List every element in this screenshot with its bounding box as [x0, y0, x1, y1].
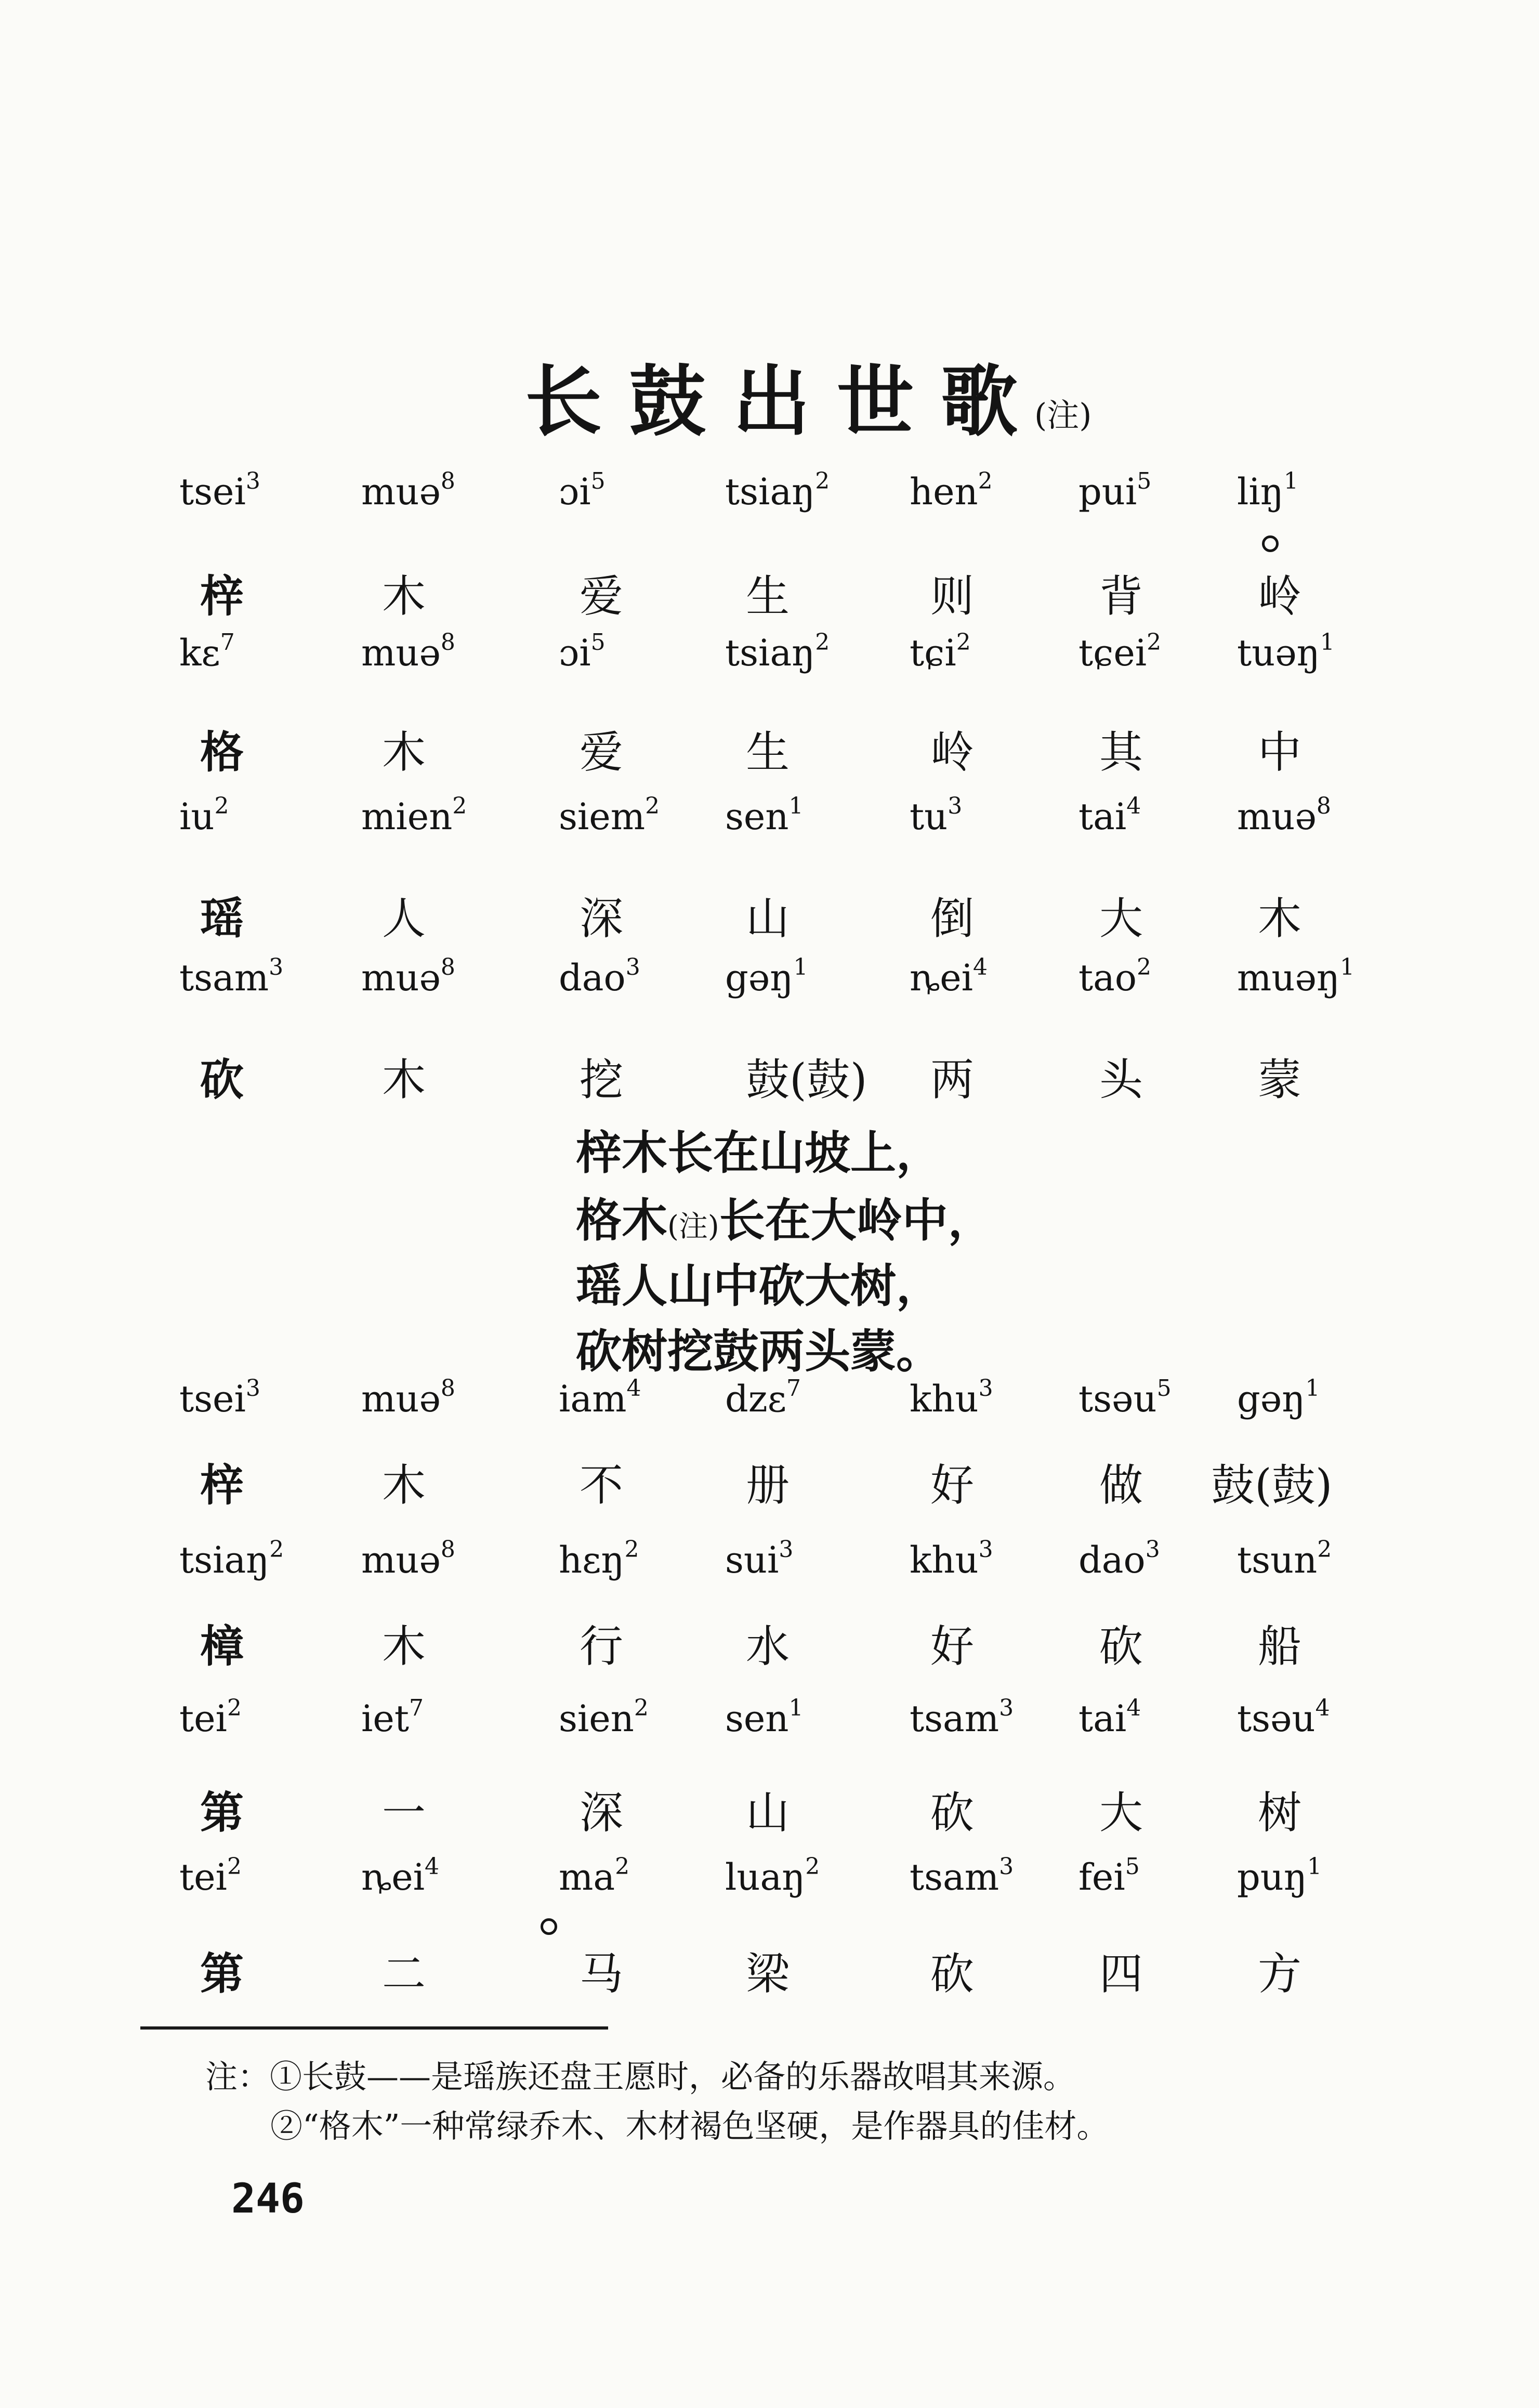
syllable: tsiaŋ [725, 470, 815, 513]
romanized-word [910, 792, 963, 838]
romanized-word [361, 1853, 440, 1899]
syllable: iam [559, 1378, 627, 1420]
hanzi-gloss: 梓 [200, 1459, 244, 1511]
syllable: khu [910, 1539, 979, 1581]
tone-number: 4 [626, 1375, 641, 1402]
syllable: tɕei [1078, 632, 1147, 674]
romanized-word [910, 953, 988, 999]
hanzi-gloss: 不 [580, 1460, 624, 1511]
hanzi-gloss: 木 [382, 1460, 426, 1511]
hanzi-gloss: 倒 [930, 893, 975, 944]
tone-number: 2 [452, 792, 467, 819]
tone-number: 2 [1137, 953, 1152, 980]
footnote-2: ②“格木”一种常绿乔木、木材褐色坚硬，是作器具的佳材。 [270, 2107, 1109, 2145]
syllable: sen [725, 795, 789, 838]
tone-number: 2 [645, 792, 660, 819]
tone-number: 5 [1137, 467, 1152, 494]
tone-number: 8 [440, 467, 455, 494]
syllable: dao [1078, 1539, 1146, 1581]
romanized-word [1078, 1853, 1140, 1899]
translation-line-2-b: 长在大岭中， [719, 1193, 994, 1247]
hanzi-gloss: 水 [746, 1621, 790, 1672]
syllable: hɛŋ [559, 1539, 625, 1581]
romanized-word [179, 1375, 260, 1420]
hanzi-gloss: 木 [382, 571, 426, 622]
hanzi-gloss: 头 [1099, 1054, 1143, 1105]
hanzi-gloss: 砍 [930, 1787, 975, 1838]
romanized-word [361, 1536, 455, 1581]
tone-number: 7 [409, 1694, 424, 1721]
tone-number: 3 [625, 953, 640, 980]
tone-number: 5 [1156, 1375, 1172, 1402]
hanzi-gloss: 背 [1099, 571, 1143, 622]
romanized-word [1078, 467, 1152, 513]
tone-number: 5 [590, 629, 606, 656]
romanized-word [1237, 467, 1298, 513]
romanized-word [179, 629, 235, 674]
hanzi-gloss: 人 [382, 893, 426, 944]
syllable: tei [179, 1856, 227, 1899]
tone-number: 7 [786, 1375, 801, 1402]
romanized-word [1237, 629, 1335, 674]
tone-number: 2 [227, 1694, 242, 1721]
romanized-word [1078, 1375, 1172, 1420]
romanized-word [361, 792, 467, 838]
hanzi-gloss: 岭 [930, 727, 975, 778]
syllable: gəŋ [725, 957, 794, 999]
hanzi-gloss: 深 [580, 893, 624, 944]
romanized-word [725, 467, 830, 513]
syllable: sen [725, 1697, 789, 1740]
hanzi-gloss: 爱 [580, 727, 624, 778]
romanized-word [179, 792, 229, 838]
hanzi-gloss: 蒙 [1258, 1054, 1302, 1105]
romanized-word [559, 467, 606, 513]
syllable: muə [361, 470, 441, 513]
tone-number: 4 [425, 1853, 440, 1880]
hanzi-gloss: 册 [746, 1460, 790, 1511]
romanized-word [1078, 1536, 1160, 1581]
syllable: iu [179, 795, 215, 838]
hanzi-gloss: 樟 [200, 1620, 244, 1672]
hanzi-gloss: 两 [930, 1054, 975, 1105]
syllable: gəŋ [1237, 1378, 1306, 1420]
tone-number: 3 [1145, 1536, 1160, 1563]
syllable: hen [910, 470, 978, 513]
romanized-word [1078, 953, 1152, 999]
tone-number: 5 [1125, 1853, 1140, 1880]
syllable: tsei [179, 470, 246, 513]
syllable: ȵei [910, 957, 974, 999]
syllable: tsiaŋ [179, 1539, 270, 1581]
syllable: sien [559, 1697, 634, 1740]
translation-line-2-a: 格木 [576, 1193, 668, 1247]
hanzi-gloss: 木 [382, 1621, 426, 1672]
hanzi-gloss: 鼓(鼓) [746, 1054, 867, 1105]
romanized-word [559, 1853, 630, 1899]
romanized-word [559, 953, 640, 999]
translation-line-2 [576, 1184, 994, 1250]
hanzi-gloss: 马 [580, 1948, 624, 1999]
tone-number: 1 [1283, 467, 1298, 494]
romanized-word [725, 792, 804, 838]
hanzi-gloss: 爱 [580, 571, 624, 622]
hanzi-gloss: 山 [746, 893, 790, 944]
tone-number: 8 [1316, 792, 1331, 819]
syllable: tsiaŋ [725, 632, 815, 674]
hanzi-gloss: 砍 [200, 1054, 244, 1105]
romanized-word [910, 1536, 993, 1581]
tone-number: 4 [1126, 792, 1141, 819]
romanized-word [1237, 953, 1354, 999]
syllable: tsam [910, 1856, 999, 1899]
romanized-word [910, 467, 993, 513]
tone-number: 2 [815, 629, 830, 656]
syllable: tsun [1237, 1539, 1318, 1581]
hanzi-gloss: 山 [746, 1787, 790, 1838]
syllable: muə [361, 1378, 441, 1420]
tone-number: 2 [805, 1853, 820, 1880]
tone-number: 8 [440, 629, 455, 656]
romanized-word [559, 629, 606, 674]
hanzi-gloss: 鼓(鼓) [1211, 1460, 1333, 1511]
title-note-marker: (注) [1034, 396, 1092, 434]
romanized-word [179, 467, 260, 513]
tone-number: 3 [999, 1694, 1014, 1721]
syllable: kɛ [179, 632, 220, 674]
syllable: muə [1237, 795, 1317, 838]
hanzi-gloss: 深 [580, 1787, 624, 1838]
romanized-word [179, 953, 284, 999]
hanzi-gloss: 瑶 [200, 893, 244, 944]
syllable: tsəu [1237, 1697, 1316, 1740]
tone-number: 1 [793, 953, 808, 980]
tone-number: 3 [245, 1375, 260, 1402]
syllable: luaŋ [725, 1856, 806, 1899]
romanized-word [559, 1536, 639, 1581]
romanized-word [559, 1694, 649, 1740]
tone-number: 5 [590, 467, 606, 494]
syllable: ɔi [559, 470, 591, 513]
tone-number: 1 [1339, 953, 1354, 980]
tone-number: 3 [245, 467, 260, 494]
romanized-word [910, 1853, 1014, 1899]
syllable: sui [725, 1539, 779, 1581]
hanzi-gloss: 格 [200, 726, 244, 778]
tone-number: 7 [220, 629, 235, 656]
romanized-word [1078, 1694, 1141, 1740]
syllable: tuəŋ [1237, 632, 1320, 674]
romanized-word [179, 1853, 242, 1899]
tone-number: 3 [999, 1853, 1014, 1880]
syllable: tu [910, 795, 948, 838]
syllable: tei [179, 1697, 227, 1740]
romanized-word [725, 629, 830, 674]
tone-number: 2 [615, 1853, 630, 1880]
romanized-word [1078, 629, 1162, 674]
syllable: tɕi [910, 632, 956, 674]
syllable: liŋ [1237, 470, 1284, 513]
syllable: muə [361, 957, 441, 999]
romanized-word [1078, 792, 1141, 838]
syllable: khu [910, 1378, 979, 1420]
footnote-1 [205, 2051, 1075, 2097]
poem-title-text: 长鼓出世歌 [525, 356, 1045, 447]
tone-number: 3 [978, 1536, 993, 1563]
romanized-word [725, 953, 808, 999]
syllable: ȵei [361, 1856, 425, 1899]
translation-note-marker: (注) [667, 1210, 719, 1244]
romanized-word [1237, 1375, 1320, 1420]
syllable: tsam [910, 1697, 999, 1740]
tone-number: 8 [440, 1375, 455, 1402]
translation-line-1: 梓木长在山坡上， [576, 1126, 942, 1180]
syllable: ɔi [559, 632, 591, 674]
syllable: dao [559, 957, 626, 999]
syllable: tsəu [1078, 1378, 1157, 1420]
tone-number: 4 [973, 953, 988, 980]
tone-number: 2 [634, 1694, 649, 1721]
tone-number: 2 [269, 1536, 284, 1563]
tone-number: 2 [214, 792, 229, 819]
hanzi-gloss: 木 [382, 1054, 426, 1105]
hanzi-gloss: 大 [1099, 1787, 1143, 1838]
syllable: dzɛ [725, 1378, 786, 1420]
tone-number: 1 [1320, 629, 1335, 656]
tone-number: 4 [1315, 1694, 1330, 1721]
footnote-rule [140, 2026, 608, 2030]
hanzi-gloss: 二 [382, 1948, 426, 1999]
romanized-word [559, 792, 660, 838]
hanzi-gloss: 好 [930, 1621, 975, 1672]
hanzi-gloss: 木 [382, 727, 426, 778]
syllable: puŋ [1237, 1856, 1307, 1899]
hanzi-gloss: 梓 [200, 570, 244, 622]
hanzi-gloss: 方 [1258, 1948, 1302, 1999]
romanized-word [361, 1375, 455, 1420]
hanzi-gloss: 树 [1258, 1787, 1302, 1838]
syllable: tao [1078, 957, 1137, 999]
romanized-word [361, 1694, 424, 1740]
tone-number: 2 [978, 467, 993, 494]
hanzi-gloss: 船 [1258, 1621, 1302, 1672]
tone-number: 1 [1305, 1375, 1320, 1402]
tone-number: 8 [440, 953, 455, 980]
poem-title [525, 341, 1092, 447]
romanized-word [361, 467, 455, 513]
syllable: tai [1078, 1697, 1127, 1740]
romanized-word [559, 1375, 641, 1420]
tone-number: 2 [1147, 629, 1162, 656]
romanized-word [1237, 1694, 1330, 1740]
syllable: muə [361, 632, 441, 674]
tone-number: 2 [227, 1853, 242, 1880]
tone-number: 8 [440, 1536, 455, 1563]
hanzi-gloss: 做 [1099, 1460, 1143, 1511]
tone-number: 3 [948, 792, 963, 819]
hanzi-gloss: 第 [200, 1787, 244, 1838]
romanized-word [725, 1853, 820, 1899]
romanized-word [725, 1536, 794, 1581]
syllable: tsei [179, 1378, 246, 1420]
tone-number: 3 [978, 1375, 993, 1402]
romanized-word [361, 953, 455, 999]
tone-number: 2 [624, 1536, 639, 1563]
tone-number: 2 [815, 467, 830, 494]
hanzi-gloss: 其 [1099, 727, 1143, 778]
footnote-label: 注： [205, 2058, 270, 2096]
hanzi-gloss: 砍 [930, 1948, 975, 1999]
syllable: mien [361, 795, 453, 838]
tone-circle-mark [1262, 535, 1279, 552]
romanized-word [1237, 1853, 1322, 1899]
syllable: ma [559, 1856, 615, 1899]
hanzi-gloss: 大 [1099, 893, 1143, 944]
romanized-word [910, 1694, 1014, 1740]
footnote-1-text: ①长鼓——是瑶族还盘王愿时，必备的乐器故唱其来源。 [270, 2058, 1076, 2096]
hanzi-gloss: 一 [382, 1787, 426, 1838]
tone-number: 4 [1126, 1694, 1141, 1721]
syllable: pui [1078, 470, 1137, 513]
hanzi-gloss: 木 [1258, 893, 1302, 944]
hanzi-gloss: 四 [1099, 1948, 1143, 1999]
romanized-word [179, 1694, 242, 1740]
romanized-word [1237, 1536, 1332, 1581]
tone-number: 1 [788, 792, 804, 819]
tone-number: 2 [1317, 1536, 1332, 1563]
romanized-word [179, 1536, 284, 1581]
syllable: tsam [179, 957, 269, 999]
romanized-word [910, 1375, 993, 1420]
page-number: 246 [231, 2176, 305, 2222]
romanized-word [725, 1694, 804, 1740]
hanzi-gloss: 岭 [1258, 571, 1302, 622]
tone-number: 1 [1307, 1853, 1322, 1880]
hanzi-gloss: 第 [200, 1948, 244, 1999]
hanzi-gloss: 挖 [580, 1054, 624, 1105]
syllable: tai [1078, 795, 1127, 838]
romanized-word [361, 629, 455, 674]
hanzi-gloss: 中 [1258, 727, 1302, 778]
hanzi-gloss: 砍 [1099, 1621, 1143, 1672]
tone-number: 3 [779, 1536, 794, 1563]
tone-number: 2 [956, 629, 971, 656]
translation-line-3: 瑶人山中砍大树， [576, 1259, 942, 1313]
tone-number: 1 [788, 1694, 804, 1721]
romanized-word [910, 629, 971, 674]
syllable: fei [1078, 1856, 1125, 1899]
syllable: muəŋ [1237, 957, 1340, 999]
romanized-word [725, 1375, 801, 1420]
hanzi-gloss: 梁 [746, 1948, 790, 1999]
hanzi-gloss: 生 [746, 727, 790, 778]
romanized-word [1237, 792, 1331, 838]
syllable: iet [361, 1697, 409, 1740]
translation-line-4: 砍树挖鼓两头蒙。 [576, 1324, 942, 1378]
syllable: muə [361, 1539, 441, 1581]
hanzi-gloss: 好 [930, 1460, 975, 1511]
hanzi-gloss: 生 [746, 571, 790, 622]
hanzi-gloss: 行 [580, 1621, 624, 1672]
syllable: siem [559, 795, 646, 838]
hanzi-gloss: 则 [930, 571, 975, 622]
tone-circle-mark [541, 1918, 557, 1935]
tone-number: 3 [269, 953, 284, 980]
